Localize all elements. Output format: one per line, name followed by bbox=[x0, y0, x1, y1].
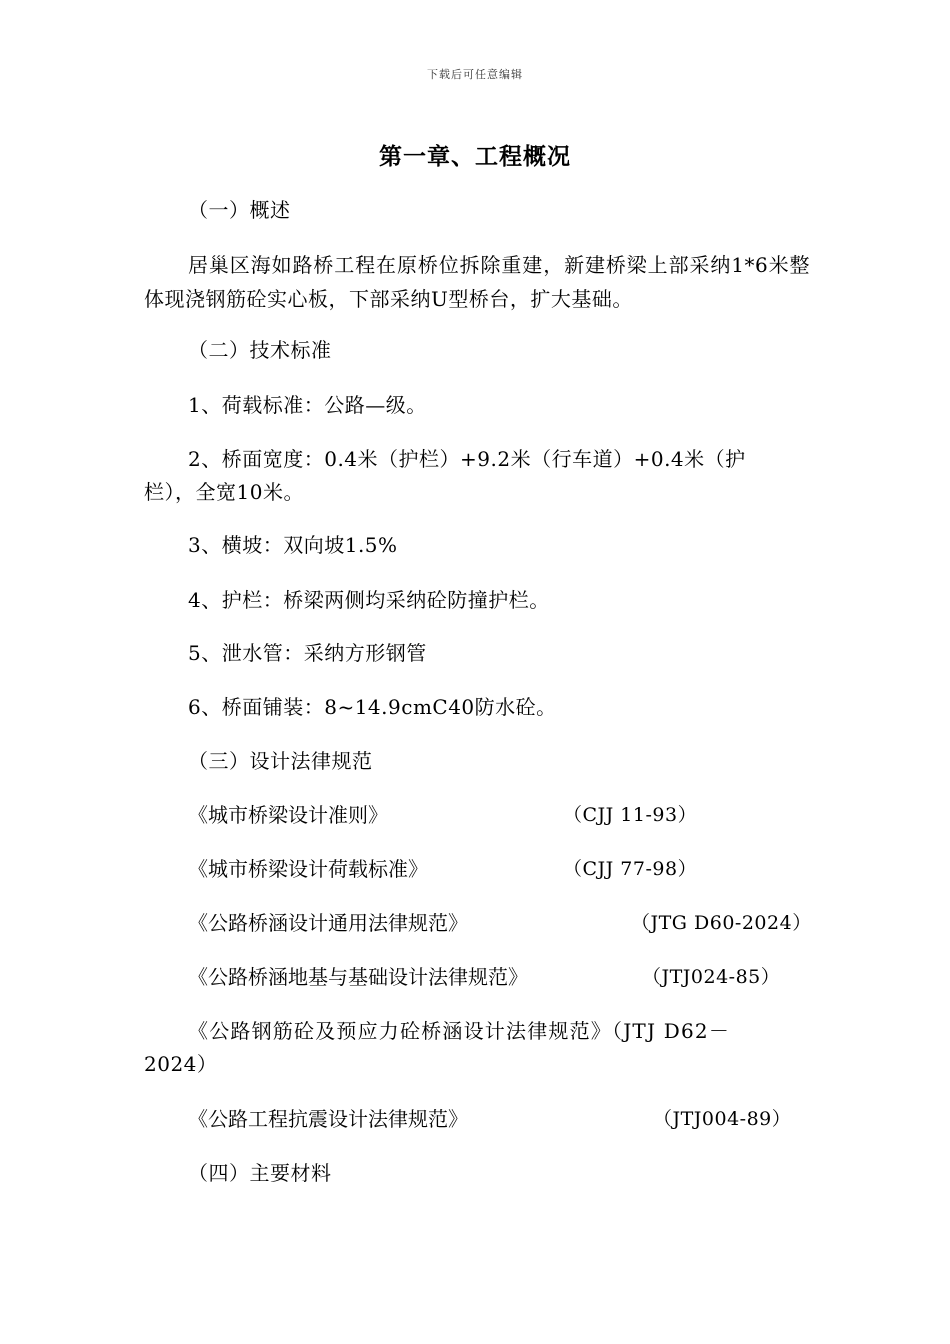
standard-name-2: 《城市桥梁设计荷载标准》 bbox=[188, 857, 428, 881]
standard-name-1: 《城市桥梁设计准则》 bbox=[188, 803, 388, 827]
tech-item-guardrail: 4、护栏：桥梁两侧均采纳砼防撞护栏。 bbox=[188, 588, 550, 612]
tech-item-slope: 3、横坡：双向坡1.5% bbox=[188, 533, 398, 557]
standard-code-1: （CJJ 11-93） bbox=[563, 804, 698, 826]
standard-code-6: （JTJ004-89） bbox=[653, 1108, 792, 1130]
tech-item-paving: 6、桥面铺装：8~14.9cmC40防水砼。 bbox=[188, 695, 557, 719]
overview-heading: （一）概述 bbox=[188, 198, 291, 222]
chapter-title: 第一章、工程概况 bbox=[379, 143, 571, 170]
tech-item-width: 2、桥面宽度：0.4米（护栏）+9.2米（行车道）+0.4米（护 bbox=[188, 447, 746, 471]
standard-name-4: 《公路桥涵地基与基础设计法律规范》 bbox=[188, 965, 528, 989]
overview-paragraph: 居巢区海如路桥工程在原桥位拆除重建，新建桥梁上部采纳1*6米整体现浇钢筋砼实心板，下部采纳U型桥台，扩大基础。 bbox=[144, 253, 810, 311]
standard-name-3: 《公路桥涵设计通用法律规范》 bbox=[188, 911, 468, 935]
standard-code-2: （CJJ 77-98） bbox=[563, 858, 698, 880]
standard-name-6: 《公路工程抗震设计法律规范》 bbox=[188, 1107, 468, 1131]
standard-code-4: （JTJ024-85） bbox=[642, 966, 781, 988]
tech-item-drainage: 5、泄水管：采纳方形钢管 bbox=[188, 641, 427, 665]
standard-name-5-cont: 2024） bbox=[144, 1052, 218, 1076]
design-standards-heading: （三）设计法律规范 bbox=[188, 749, 373, 773]
tech-item-width-cont: 栏），全宽10米。 bbox=[144, 480, 304, 504]
tech-standards-heading: （二）技术标准 bbox=[188, 338, 332, 362]
materials-heading: （四）主要材料 bbox=[188, 1161, 332, 1185]
standard-code-3: （JTG D60-2024） bbox=[631, 912, 812, 934]
standard-name-5: 《公路钢筋砼及预应力砼桥涵设计法律规范》（JTJ D62－ bbox=[188, 1019, 731, 1043]
page-header-note: 下载后可任意编辑 bbox=[427, 68, 523, 81]
tech-item-load: 1、荷载标准：公路—级。 bbox=[188, 393, 427, 417]
